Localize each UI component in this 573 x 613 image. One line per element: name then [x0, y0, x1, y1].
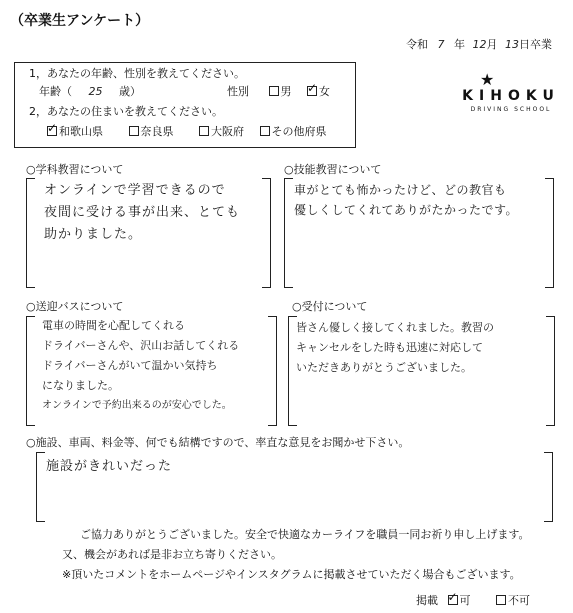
residence-option-osaka[interactable] — [199, 125, 244, 138]
bus-label: ○送迎バスについて — [26, 300, 124, 313]
question-residence: 2，あなたの住まいを教えてください。 — [29, 105, 223, 118]
bus-line: 電車の時間を心配してくれる — [42, 319, 185, 332]
gender-male-checkbox[interactable] — [269, 86, 279, 96]
academic-comment[interactable] — [44, 180, 240, 246]
residence-other-label: その他府県 — [271, 125, 327, 138]
gender-male-label: 男 — [280, 85, 292, 98]
kihoku-logo — [456, 60, 566, 130]
gender-female-option[interactable] — [307, 81, 330, 98]
bus-line: になりました。 — [42, 379, 119, 392]
facility-bracket-right — [544, 452, 553, 522]
skills-bracket-right — [545, 178, 554, 288]
residence-nara-label: 奈良県 — [140, 125, 174, 138]
residence-osaka-checkbox[interactable] — [199, 126, 209, 136]
date-year: 7 — [437, 38, 445, 51]
publish-yes-checkbox[interactable] — [447, 590, 458, 605]
logo-name: KIHOKU — [462, 88, 560, 104]
facility-comment[interactable] — [46, 456, 172, 478]
date-era: 令和 — [406, 38, 428, 51]
thanks-message: ご協力ありがとうございました。安全で快適なカーライフを職員一同お祈り申し上げます。 — [80, 528, 530, 541]
publish-no-option[interactable] — [496, 594, 530, 607]
publish-label: 掲載 — [416, 594, 438, 607]
academic-bracket-left — [26, 178, 35, 288]
gender-label: 性別 — [227, 85, 249, 98]
reception-bracket-right — [546, 316, 555, 426]
publish-consent — [416, 590, 530, 608]
checkmark-icon: ✓ — [447, 590, 458, 604]
reception-label: ○受付について — [292, 300, 368, 313]
skills-label: ○技能教習について — [284, 163, 382, 176]
residence-options — [47, 121, 327, 139]
reception-line: いただきありがとうございました。 — [296, 361, 472, 374]
logo-sub: DRIVING SCHOOL — [470, 106, 552, 113]
checkmark-icon: ✓ — [47, 121, 58, 135]
age-row — [39, 85, 141, 99]
residence-option-wakayama[interactable] — [47, 121, 103, 138]
age-value: 25 — [88, 85, 103, 98]
question-age-gender: 1，あなたの年齢、性別を教えてください。 — [29, 67, 245, 80]
bus-comment[interactable] — [42, 316, 239, 416]
facility-label: ○施設、車両、料金等、何でも結構ですので、率直な意見をお聞かせ下さい。 — [26, 436, 410, 449]
publish-no-label: 不可 — [508, 594, 530, 607]
facility-line: 施設がきれいだった — [46, 459, 173, 474]
gender-female-label: 女 — [319, 85, 330, 98]
age-label: 年齢（ — [39, 85, 72, 98]
graduation-date — [406, 38, 561, 52]
gender-male-option[interactable] — [269, 85, 292, 98]
residence-wakayama-checkbox[interactable] — [47, 121, 58, 136]
gender-row — [227, 81, 330, 99]
residence-option-other[interactable] — [260, 125, 327, 138]
date-day: 13 — [505, 38, 519, 51]
bus-line: ドライバーさんや、沢山お話してくれる — [42, 339, 240, 352]
residence-osaka-label: 大阪府 — [211, 125, 244, 138]
residence-wakayama-label: 和歌山県 — [59, 125, 103, 138]
residence-other-checkbox[interactable] — [260, 126, 270, 136]
date-month: 12 — [472, 38, 487, 51]
bus-bracket-right — [268, 316, 277, 426]
survey-title: （卒業生アンケート） — [10, 13, 150, 29]
academic-line: オンラインで学習できるので — [44, 183, 226, 198]
skills-bracket-left — [284, 178, 293, 288]
reception-comment[interactable] — [296, 318, 494, 378]
reception-line: キャンセルをした時も迅速に対応して — [296, 341, 483, 354]
date-month-unit: 月 — [486, 38, 498, 51]
publish-no-checkbox[interactable] — [496, 595, 506, 605]
skills-comment[interactable] — [294, 180, 518, 220]
bus-bracket-left — [26, 316, 35, 426]
residence-option-nara[interactable] — [129, 125, 174, 138]
age-unit: 歳） — [119, 85, 141, 98]
facility-bracket-left — [36, 452, 45, 522]
academic-label: ○学科教習について — [26, 163, 124, 176]
publish-yes-option[interactable] — [447, 590, 471, 607]
profile-box — [14, 62, 356, 148]
date-year-unit: 年 — [454, 38, 465, 51]
bus-line: オンラインで予約出来るのが安心でした。 — [42, 400, 232, 411]
academic-line: 夜間に受ける事が出来、とても — [44, 205, 241, 220]
skills-line: 車がとても怖かったけど、どの教官も — [294, 183, 507, 197]
bus-line: ドライバーさんがいて温かい気持ち — [42, 359, 218, 372]
academic-bracket-right — [262, 178, 271, 288]
publish-notice: ※頂いたコメントをホームページやインスタグラムに掲載させていただく場合もございます。 — [62, 568, 521, 581]
reception-line: 皆さん優しく接してくれました。教習の — [296, 321, 494, 334]
gender-female-checkbox[interactable] — [307, 81, 318, 96]
revisit-message: 又、機会があれば是非お立ち寄りください。 — [62, 548, 282, 561]
skills-line: 優しくしてくれてありがたかったです。 — [294, 203, 519, 217]
publish-yes-label: 可 — [459, 594, 471, 607]
residence-nara-checkbox[interactable] — [129, 126, 139, 136]
checkmark-icon: ✓ — [307, 81, 318, 95]
date-suffix: 日卒業 — [519, 38, 552, 51]
academic-line: 助かりました。 — [44, 227, 143, 242]
star-icon: ★ — [480, 70, 495, 89]
